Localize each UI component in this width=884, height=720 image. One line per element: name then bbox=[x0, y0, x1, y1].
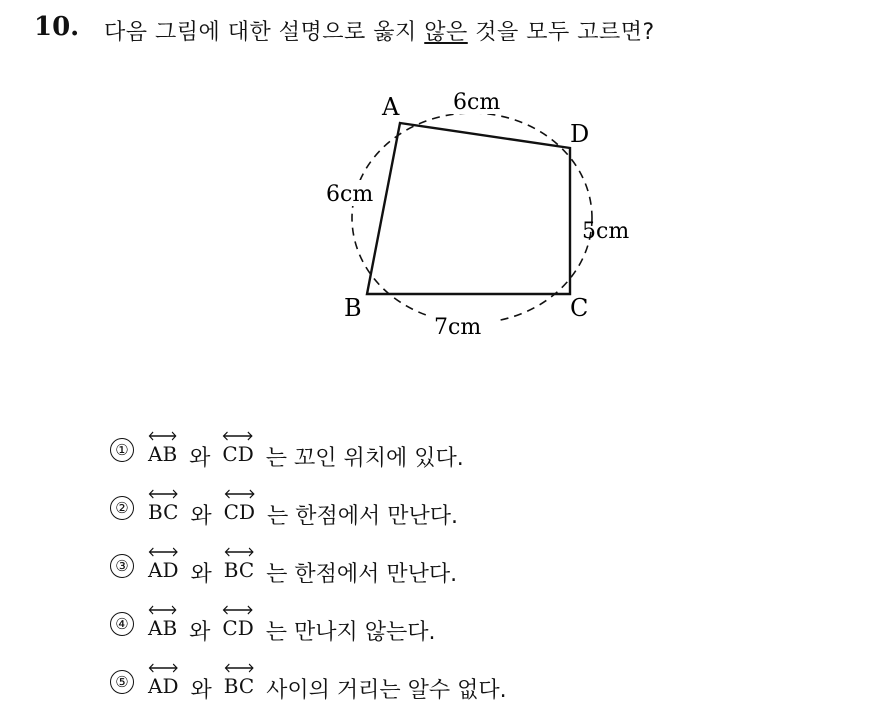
double-arrow-icon bbox=[148, 604, 177, 616]
double-arrow-icon bbox=[224, 662, 254, 674]
line-name: CD bbox=[222, 616, 254, 640]
option-number: ③ bbox=[110, 554, 134, 578]
answer-options bbox=[110, 430, 519, 720]
option-conjunction: 와 bbox=[189, 446, 211, 471]
vertex-label-c: C bbox=[570, 294, 589, 322]
length-label-ab: 6cm bbox=[326, 182, 374, 207]
option-number: ② bbox=[110, 496, 134, 520]
dashed-circumcircle bbox=[352, 113, 592, 323]
line-symbol bbox=[224, 488, 255, 524]
line-symbol bbox=[148, 488, 178, 524]
line-name: BC bbox=[223, 674, 255, 698]
option-1[interactable] bbox=[110, 430, 519, 488]
option-number: ① bbox=[110, 438, 134, 462]
line-symbol bbox=[224, 662, 254, 698]
line-name: BC bbox=[148, 500, 179, 524]
line-symbol bbox=[148, 546, 178, 582]
length-label-dc: 5cm bbox=[582, 219, 630, 244]
quadrilateral-abcd bbox=[367, 123, 570, 294]
option-conjunction: 와 bbox=[190, 562, 212, 587]
option-text: 는 한점에서 만난다. bbox=[266, 562, 458, 587]
double-arrow-icon bbox=[148, 546, 178, 558]
question-number: 10. bbox=[34, 12, 80, 42]
option-4[interactable] bbox=[110, 604, 519, 662]
double-arrow-icon bbox=[148, 488, 178, 500]
double-arrow-icon bbox=[222, 430, 253, 442]
line-symbol bbox=[148, 662, 178, 698]
option-conjunction: 와 bbox=[190, 678, 212, 703]
line-name: CD bbox=[223, 500, 255, 524]
line-symbol bbox=[148, 604, 177, 640]
option-2[interactable] bbox=[110, 488, 519, 546]
double-arrow-icon bbox=[148, 662, 178, 674]
line-name: CD bbox=[222, 442, 254, 466]
line-symbol bbox=[148, 430, 177, 466]
double-arrow-icon bbox=[148, 430, 177, 442]
option-conjunction: 와 bbox=[189, 620, 211, 645]
double-arrow-icon bbox=[224, 546, 254, 558]
vertex-label-a: A bbox=[382, 93, 400, 121]
option-text: 는 꼬인 위치에 있다. bbox=[265, 446, 464, 471]
line-symbol bbox=[224, 546, 254, 582]
line-symbol bbox=[222, 430, 253, 466]
question-text-underlined: 않은 bbox=[424, 20, 468, 45]
line-name: AD bbox=[148, 558, 179, 582]
question-text-after: 것을 모두 고르면? bbox=[467, 20, 655, 45]
option-number: ⑤ bbox=[110, 670, 134, 694]
line-name: AD bbox=[148, 674, 179, 698]
question-text-before: 다음 그림에 대한 설명으로 옳지 bbox=[104, 20, 425, 45]
option-text: 는 만나지 않는다. bbox=[265, 620, 436, 645]
option-text: 사이의 거리는 알수 없다. bbox=[266, 678, 507, 703]
option-3[interactable] bbox=[110, 546, 519, 604]
vertex-label-b: B bbox=[344, 294, 362, 322]
option-conjunction: 와 bbox=[190, 504, 212, 529]
double-arrow-icon bbox=[222, 604, 253, 616]
line-name: BC bbox=[223, 558, 255, 582]
vertex-label-d: D bbox=[570, 120, 590, 148]
option-text: 는 한점에서 만난다. bbox=[266, 504, 458, 529]
line-name: AB bbox=[148, 616, 178, 640]
length-label-bc: 7cm bbox=[434, 315, 482, 340]
length-label-ad: 6cm bbox=[453, 90, 501, 115]
double-arrow-icon bbox=[224, 488, 255, 500]
option-number: ④ bbox=[110, 612, 134, 636]
option-5[interactable] bbox=[110, 662, 519, 720]
line-symbol bbox=[222, 604, 253, 640]
line-name: AB bbox=[148, 442, 178, 466]
